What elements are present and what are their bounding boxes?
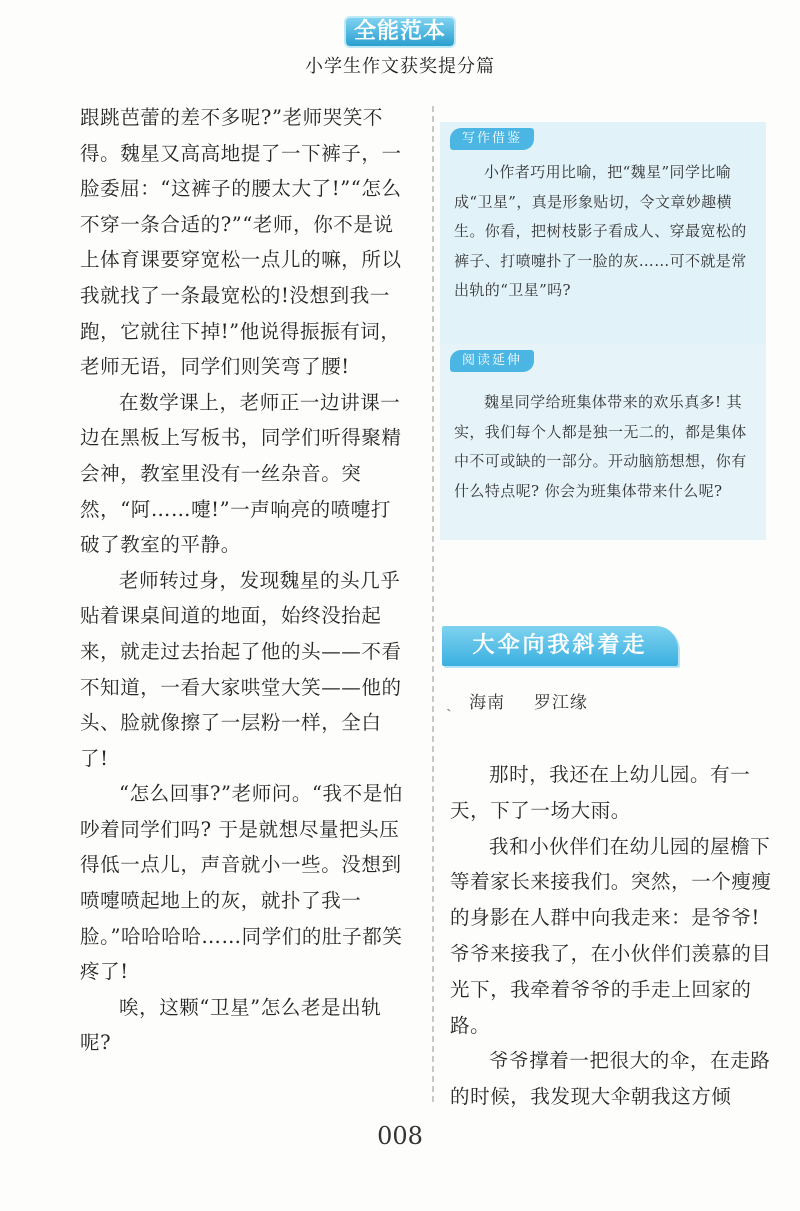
paragraph: 老师转过身，发现魏星的头几乎贴着课桌间道的地面，始终没抬起来，就走过去抬起了他的头——不看不知道，一看大家哄堂大笑——他的头、脸就像擦了一层粉一样，全白了! xyxy=(80,568,402,770)
writing-tip-text: 小作者巧用比喻，把“魏星”同学比喻成“卫星”，真是形象贴切，令文章妙趣横生。你看，把树枝影子看成人、穿最宽松的裤子、打喷嚏扑了一脸的灰……可不就是常出轨的“卫星”吗? xyxy=(454,163,747,299)
page-header xyxy=(0,18,800,78)
essay-title: 大伞向我斜着走 xyxy=(442,626,678,666)
writing-tip-box xyxy=(440,122,766,350)
reading-extension-box xyxy=(440,344,766,540)
paragraph: 跟跳芭蕾的差不多呢?”老师哭笑不得。魏星又高高地提了一下裤子，一脸委屈：“这裤子的腰太大了!”“怎么不穿一条合适的?”“老师，你不是说上体育课要穿宽松一点儿的嘛，所以我就找了一条最宽松的!没想到我一跑，它就往下掉!”他说得振振有词，老师无语，同学们则笑弯了腰! xyxy=(80,106,402,379)
essay-body xyxy=(450,757,780,1115)
reading-extension-text: 魏星同学给班集体带来的欢乐真多! 其实，我们每个人都是独一无二的，都是集体中不可或缺的一部分。开动脑筋想想，你有什么特点呢? 你会为班集体带来什么呢? xyxy=(454,393,747,500)
paragraph: 唉，这颗“卫星”怎么老是出轨呢? xyxy=(80,995,382,1055)
page-number: 008 xyxy=(377,1122,423,1150)
tick-mark: ˎ xyxy=(446,693,453,713)
essay-author xyxy=(446,688,588,713)
book-subtitle: 小学生作文获奖提分篇 xyxy=(305,56,495,77)
author-name: 罗江缘 xyxy=(533,693,588,713)
paragraph: 在数学课上，老师正一边讲课一边在黑板上写板书，同学们听得聚精会神，教室里没有一丝杂音。突然，“阿……嚏!”一声响亮的喷嚏打破了教室的平静。 xyxy=(80,390,402,557)
series-logo: 全能范本 xyxy=(346,18,454,46)
left-column-text xyxy=(80,100,410,1061)
paragraph: 那时，我还在上幼儿园。有一天，下了一场大雨。 xyxy=(450,763,751,822)
writing-tip-label: 写作借鉴 xyxy=(450,128,534,150)
paragraph: 爷爷撑着一把很大的伞，在走路的时候，我发现大伞朝我这方倾 xyxy=(450,1049,771,1109)
author-region: 海南 xyxy=(469,693,506,713)
paragraph: 我和小伙伴们在幼儿园的屋檐下等着家长来接我们。突然，一个瘦瘦的身影在人群中向我走来：是爷爷! 爷爷来接我了，在小伙伴们羡慕的目光下，我牵着爷爷的手走上回家的路。 xyxy=(450,834,772,1037)
reading-extension-label: 阅读延伸 xyxy=(450,350,534,372)
paragraph: “怎么回事?”老师问。“我不是怕吵着同学们吗? 于是就想尽量把头压得低一点儿，声音就小一些。没想到喷嚏喷起地上的灰，就扑了我一脸。”哈哈哈哈……同学们的肚子都笑疼了! xyxy=(80,782,403,984)
column-divider xyxy=(432,106,434,1102)
